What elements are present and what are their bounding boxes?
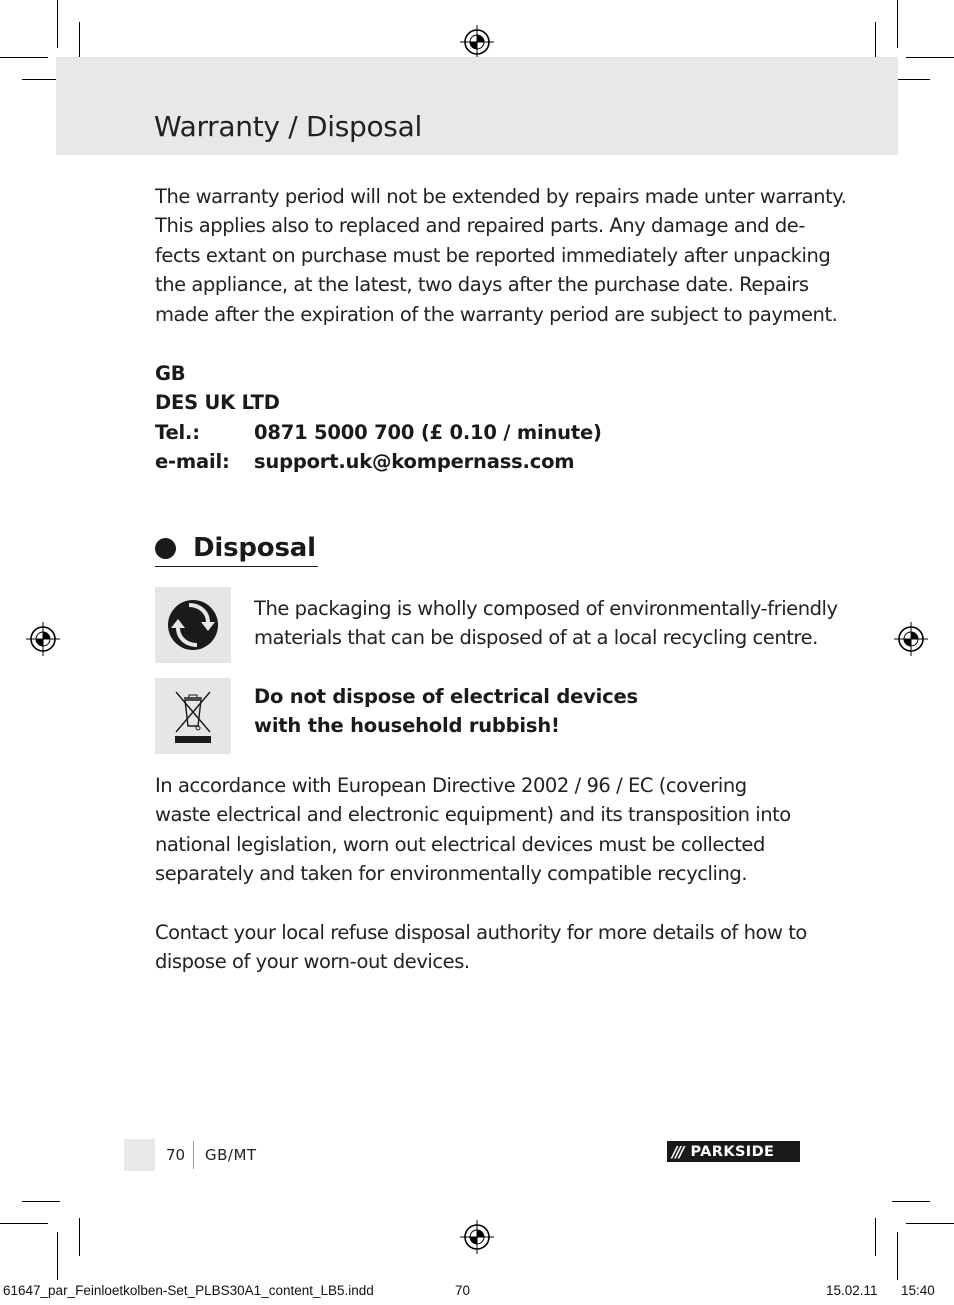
text-line: The packaging is wholly composed of environmentally-friendly [254, 597, 838, 620]
contact-email-row [155, 447, 602, 476]
text-line: waste electrical and electronic equipment) and its transposition into [155, 803, 791, 827]
footer-tab [124, 1139, 155, 1171]
recycling-icon-box [155, 587, 231, 663]
footer-divider [193, 1141, 194, 1169]
bullet-icon [155, 538, 176, 559]
registration-mark-icon [26, 622, 60, 656]
contact-phone-row [155, 418, 602, 447]
email-value: support.uk@kompernass.com [254, 450, 575, 474]
text-line: This applies also to replaced and repaired parts. Any damage and de- [155, 214, 805, 238]
crop-mark [22, 79, 60, 80]
language-code: GB/MT [205, 1146, 257, 1164]
crop-mark [875, 1218, 876, 1256]
crop-mark [875, 22, 876, 60]
contact-company: DES UK LTD [155, 391, 280, 415]
crop-mark [0, 1223, 48, 1224]
slug-time: 15:40 [901, 1283, 935, 1298]
text-line: In accordance with European Directive 2002 / 96 / EC (covering [155, 774, 747, 797]
registration-mark-icon [894, 622, 928, 656]
crop-mark [57, 1232, 58, 1280]
section-title: Disposal [193, 533, 316, 563]
crossed-out-wheelie-bin-icon [168, 686, 218, 746]
text-line: Contact your local refuse disposal authority for more details of how to [155, 921, 807, 944]
contact-country: GB [155, 362, 186, 385]
crop-mark [79, 1218, 80, 1256]
text-line: The warranty period will not be extended by repairs made unter warranty. [155, 185, 847, 208]
text-line: separately and taken for environmentally compatible recycling. [155, 862, 748, 886]
phone-label: Tel.: [155, 420, 200, 444]
text-line: with the household rubbish! [254, 714, 560, 738]
slug-page: 70 [455, 1283, 471, 1298]
page-number: 70 [166, 1146, 186, 1164]
text-line: the appliance, at the latest, two days after the purchase date. Repairs [155, 273, 809, 297]
logo-slashes: /// [672, 1142, 683, 1161]
registration-mark-icon [460, 25, 494, 59]
slug-date: 15.02.11 [826, 1283, 878, 1298]
text-line: made after the expiration of the warranty period are subject to payment. [155, 302, 838, 326]
page-title: Warranty / Disposal [154, 110, 422, 143]
packaging-text [254, 594, 838, 653]
crop-mark [79, 22, 80, 60]
text-line: dispose of your worn-out devices. [155, 950, 470, 974]
crop-mark [897, 1232, 898, 1280]
crop-mark [892, 1201, 930, 1202]
email-label: e-mail: [155, 450, 230, 474]
directive-paragraph [155, 771, 805, 889]
text-line: national legislation, worn out electrical devices must be collected [155, 832, 765, 856]
crop-mark [0, 57, 48, 58]
disposal-heading [155, 530, 318, 567]
crop-mark [22, 1201, 60, 1202]
crop-mark [906, 1223, 954, 1224]
text-line: Do not dispose of electrical devices [254, 685, 638, 708]
weee-warning-text [254, 682, 638, 741]
weee-icon-box [155, 678, 231, 754]
crop-mark [897, 0, 898, 48]
text-line: materials that can be disposed of at a local recycling centre. [254, 626, 818, 650]
crop-mark [906, 57, 954, 58]
slug-file: 61647_par_Feinloetkolben-Set_PLBS30A1_content_LB5.indd [3, 1283, 374, 1298]
text-line: fects extant on purchase must be reported immediately after unpacking [155, 243, 831, 267]
recycling-green-dot-icon [166, 598, 220, 652]
logo-brand: PARKSIDE [690, 1143, 775, 1160]
warranty-paragraph [155, 182, 847, 329]
parkside-logo [667, 1141, 800, 1162]
authority-paragraph [155, 918, 805, 977]
service-contact [155, 359, 602, 477]
registration-mark-icon [460, 1220, 494, 1254]
crop-mark [57, 0, 58, 48]
phone-value: 0871 5000 700 (£ 0.10 / minute) [254, 420, 602, 444]
